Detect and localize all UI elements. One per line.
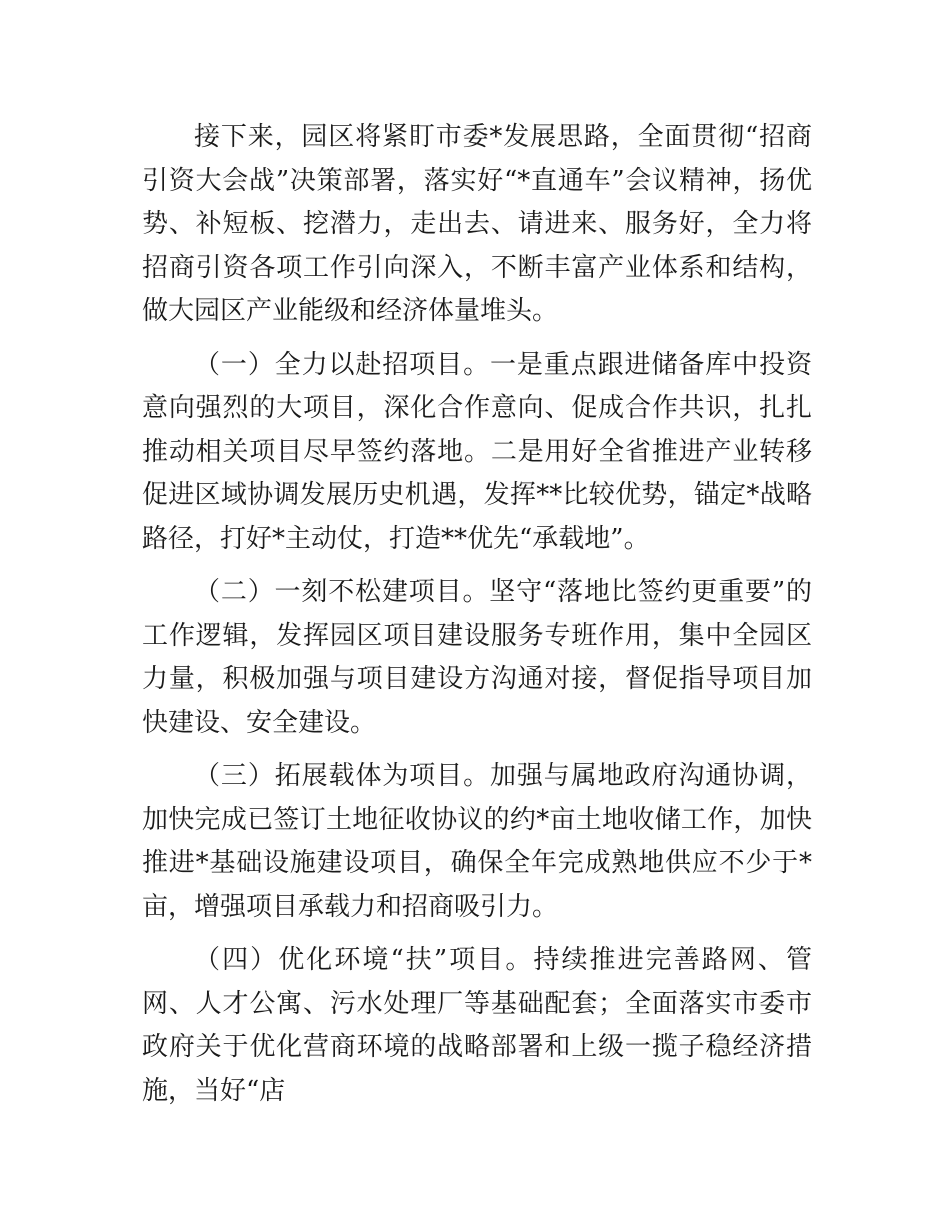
paragraph-intro: 接下来，园区将紧盯市委*发展思路，全面贯彻“招商引资大会战”决策部署，落实好“*直通车”会议精神，扬优势、补短板、挖潜力，走出去、请进来、服务好，全力将招商引资各项工作引向深入，不断丰富产业体系和结构，做大园区产业能级和经济体量堆头。	[142, 122, 812, 326]
document-body	[142, 116, 812, 1123]
paragraph-section-4: （四）优化环境“扶”项目。持续推进完善路网、管网、人才公寓、污水处理厂等基础配套；全面落实市委市政府关于优化营商环境的战略部署和上级一揽子稳经济措施，当好“店	[142, 945, 812, 1106]
paragraph-section-1: （一）全力以赴招项目。一是重点跟进储备库中投资意向强烈的大项目，深化合作意向、促成合作共识，扎扎推动相关项目尽早签约落地。二是用好全省推进产业转移促进区域协调发展历史机遇，发挥**比较优势，锚定*战略路径，打好*主动仗，打造**优先“承载地”。	[142, 349, 812, 554]
paragraph-section-2: （二）一刻不松建项目。坚守“落地比签约更重要”的工作逻辑，发挥园区项目建设服务专班作用，集中全园区力量，积极加强与项目建设方沟通对接，督促指导项目加快建设、安全建设。	[142, 577, 812, 738]
paragraph-section-3: （三）拓展载体为项目。加强与属地政府沟通协调，加快完成已签订土地征收协议的约*亩土地收储工作，加快推进*基础设施建设项目，确保全年完成熟地供应不少于*亩，增强项目承载力和招商吸引力。	[142, 761, 812, 922]
